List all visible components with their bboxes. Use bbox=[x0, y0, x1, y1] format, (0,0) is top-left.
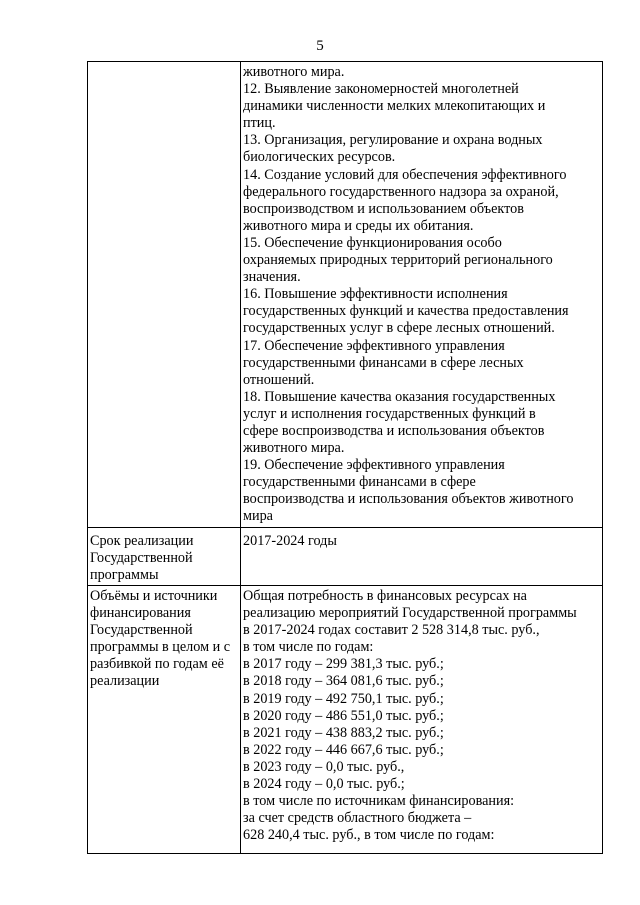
label-line: программы в целом и с bbox=[90, 639, 231, 656]
text-line: биологических ресурсов. bbox=[243, 149, 396, 166]
text-line: в 2019 году – 492 750,1 тыс. руб.; bbox=[243, 690, 444, 707]
table-row-funding bbox=[88, 586, 603, 854]
text-line: птиц. bbox=[243, 115, 276, 132]
row-value-cell bbox=[241, 528, 603, 586]
label-line: Объёмы и источники bbox=[90, 588, 218, 604]
text-line: в 2017 году – 299 381,3 тыс. руб.; bbox=[243, 656, 444, 673]
row-label-cell bbox=[88, 62, 241, 528]
text-line: воспроизводством и использованием объектов bbox=[243, 200, 524, 217]
text-line: государственными финансами в сфере bbox=[243, 474, 476, 491]
text-line: динамики численности мелких млекопитающих и bbox=[243, 98, 546, 115]
row-value-cell bbox=[241, 62, 603, 528]
text-line: значения. bbox=[243, 269, 301, 286]
text-line: 12. Выявление закономерностей многолетней bbox=[243, 81, 519, 98]
text-line: 17. Обеспечение эффективного управления bbox=[243, 337, 505, 354]
label-line: Срок реализации bbox=[90, 533, 194, 549]
text-line: Общая потребность в финансовых ресурсах на bbox=[243, 588, 527, 604]
text-line: воспроизводства и использования объектов животного bbox=[243, 491, 574, 508]
text-line: 628 240,4 тыс. руб., в том числе по годам: bbox=[243, 827, 495, 844]
text-line: в 2024 году – 0,0 тыс. руб.; bbox=[243, 776, 405, 793]
label-line: реализации bbox=[90, 673, 160, 690]
text-line: животного мира и среды их обитания. bbox=[243, 217, 474, 234]
text-line: в 2022 году – 446 667,6 тыс. руб.; bbox=[243, 741, 444, 758]
text-line: 18. Повышение качества оказания государственных bbox=[243, 388, 556, 405]
label-line: финансирования bbox=[90, 605, 191, 622]
text-line: за счет средств областного бюджета – bbox=[243, 810, 472, 827]
text-line: в 2018 году – 364 081,6 тыс. руб.; bbox=[243, 673, 444, 690]
text-line: государственными финансами в сфере лесных bbox=[243, 354, 524, 371]
text-line: федерального государственного надзора за охраной, bbox=[243, 183, 559, 200]
text-line: услуг и исполнения государственных функций в bbox=[243, 405, 536, 422]
text-line: государственных функций и качества предоставления bbox=[243, 303, 569, 320]
text-line: в том числе по источникам финансирования: bbox=[243, 793, 515, 810]
text-line: 2017-2024 годы bbox=[243, 533, 337, 549]
text-line: 15. Обеспечение функционирования особо bbox=[243, 234, 502, 251]
text-line: охраняемых природных территорий регионального bbox=[243, 252, 553, 269]
text-line: сфере воспроизводства и использования объектов bbox=[243, 422, 545, 439]
text-line: в 2017-2024 годах составит 2 528 314,8 тыс. руб., bbox=[243, 622, 540, 639]
text-line: 13. Организация, регулирование и охрана водных bbox=[243, 132, 543, 149]
text-line: животного мира. bbox=[243, 64, 345, 80]
label-line: разбивкой по годам её bbox=[90, 656, 224, 673]
label-line: Государственной bbox=[90, 550, 193, 567]
text-line: животного мира. bbox=[243, 440, 345, 457]
passport-table bbox=[87, 61, 603, 854]
table-row-objectives bbox=[88, 62, 603, 528]
text-line: государственных услуг в сфере лесных отношений. bbox=[243, 320, 555, 337]
text-line: в том числе по годам: bbox=[243, 639, 374, 656]
text-line: 14. Создание условий для обеспечения эффективного bbox=[243, 166, 567, 183]
text-line: в 2023 году – 0,0 тыс. руб., bbox=[243, 758, 405, 775]
page-number: 5 bbox=[316, 38, 324, 54]
text-line: 16. Повышение эффективности исполнения bbox=[243, 286, 508, 303]
label-line: программы bbox=[90, 567, 159, 584]
row-label-cell bbox=[88, 586, 241, 854]
text-line: в 2021 году – 438 883,2 тыс. руб.; bbox=[243, 724, 444, 741]
text-line: 19. Обеспечение эффективного управления bbox=[243, 457, 505, 474]
row-value-cell bbox=[241, 586, 603, 854]
text-line: реализацию мероприятий Государственной программы bbox=[243, 605, 577, 622]
text-line: мира bbox=[243, 508, 273, 525]
text-line: отношений. bbox=[243, 371, 315, 388]
row-label-cell bbox=[88, 528, 241, 586]
table-row-term bbox=[88, 528, 603, 586]
label-line: Государственной bbox=[90, 622, 193, 639]
text-line: в 2020 году – 486 551,0 тыс. руб.; bbox=[243, 707, 444, 724]
